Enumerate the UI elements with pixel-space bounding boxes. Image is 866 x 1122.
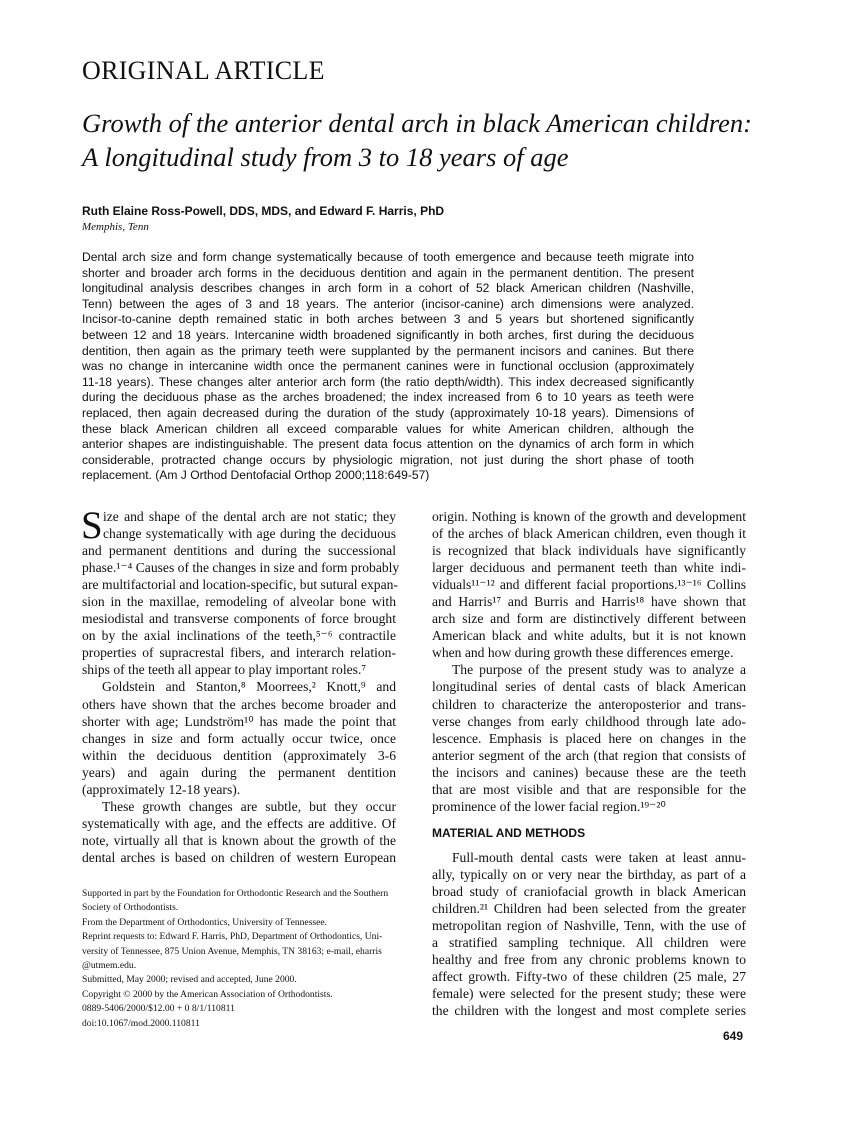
abstract-line: between 12 and 18 years. Intercanine width broadened significantly in both arches, first during the deciduous: [82, 327, 694, 342]
body-line: prominence of the lower facial region.¹⁹⁻²⁰: [432, 798, 666, 814]
body-line: longitudinal series of dental casts of black American: [432, 679, 746, 695]
body-line: lescence. Emphasis is placed here on changes in the: [432, 730, 746, 746]
body-line: is recognized that black individuals have significantly: [432, 543, 746, 559]
body-column-left: [81, 504, 400, 866]
body-line: when and how during growth these differences emerge.: [432, 645, 734, 661]
body-line: metropolitan region of Nashville, Tenn, with the use of: [432, 918, 746, 934]
body-line: children to characterize the anteroposterior and trans-: [432, 696, 746, 712]
body-line: larger deciduous and permanent teeth than white indi-: [432, 560, 746, 576]
abstract-line: Tenn) between the ages of 3 and 18 years. The anterior (incisor-canine) arch dimensions were analyzed.: [82, 296, 694, 311]
footnotes: [82, 887, 400, 1031]
article-title: [82, 106, 752, 174]
body-line: are multifactorial and location-specific, but sutural expan-: [82, 577, 398, 593]
abstract-line: Incisor-to-canine depth remained static in both arches between 3 and 5 years but shortened significantly: [82, 312, 694, 327]
abstract: [82, 250, 694, 484]
footnote-line: Reprint requests to: Edward F. Harris, PhD, Department of Orthodontics, Uni-: [82, 931, 383, 943]
body-line: affect growth. Fifty-two of these children (25 male, 27: [432, 969, 746, 985]
abstract-line: shorter and broader arch forms in the deciduous dentition and again in the permanent dentition. The present: [82, 265, 694, 280]
body-line: Full-mouth dental casts were taken at least annu-: [452, 849, 746, 865]
body-line: on by the axial inclinations of the teeth,⁵⁻⁶ contractile: [82, 628, 396, 644]
body-line: phase.¹⁻⁴ Causes of the changes in size and form probably: [82, 560, 400, 576]
body-line: properties of supracrestal fibers, and interarch relation-: [82, 645, 396, 661]
body-line: change systematically with age during the deciduous: [103, 526, 396, 542]
abstract-line: during the deciduous phase as the arches broadened; the index increased from 6 to 10 years as teeth were: [82, 390, 694, 405]
body-line: that are most visible and that are responsible for the: [432, 781, 746, 797]
abstract-line: replacement. (Am J Orthod Dentofacial Orthop 2000;118:649-57): [82, 468, 430, 483]
abstract-line: anterior shapes are indistinguishable. The present data focus attention on the dynamics of arch form in which: [82, 437, 694, 452]
abstract-line: these black American children all exceed comparable values for white American children, although the: [82, 421, 694, 436]
footnote-line: From the Department of Orthodontics, University of Tennessee.: [82, 916, 328, 928]
section-heading: MATERIAL AND METHODS: [432, 825, 586, 840]
body-line: a stratified sampling technique. All children were: [432, 935, 746, 951]
body-line: The purpose of the present study was to analyze a: [452, 662, 746, 678]
body-line: female) were selected for the present study; these were: [432, 986, 746, 1002]
footnote-line: 0889-5406/2000/$12.00 + 0 8/1/110811: [82, 1003, 235, 1015]
footnote-line: Supported in part by the Foundation for Orthodontic Research and the Southern: [82, 888, 389, 899]
body-line: years) and again during the permanent dentition: [82, 764, 396, 780]
footnote-line: @utmem.edu.: [82, 960, 137, 972]
footnote-line: Society of Orthodontists.: [82, 902, 179, 914]
body-line: within the deciduous dentition (approximately 3-6: [82, 747, 396, 763]
title-line: A longitudinal study from 3 to 18 years of age: [82, 142, 569, 172]
abstract-line: considerable, protracted change occurs by physiologic migration, not just during the short phase of tooth: [82, 452, 694, 467]
body-line: of the arches of black American children, even though it: [432, 526, 746, 542]
title-line: Growth of the anterior dental arch in black American children:: [82, 108, 753, 138]
body-line: origin. Nothing is known of the growth and development: [432, 509, 746, 524]
body-line: shorter with age; Lundström¹⁰ has made the point that: [82, 713, 396, 729]
footnote-line: Copyright © 2000 by the American Association of Orthodontists.: [82, 988, 333, 1000]
body-line: dental arches is based on children of western European: [82, 849, 396, 865]
body-line: the children with the longest and most complete series: [432, 1003, 746, 1019]
abstract-line: Dental arch size and form change systematically because of tooth emergence and because teeth migrate into: [82, 250, 694, 264]
footnote-line: doi:10.1067/mod.2000.110811: [82, 1017, 200, 1029]
body-line: ally, typically on or very near the birthday, as part of a: [432, 866, 746, 882]
body-line: ize and shape of the dental arch are not static; they: [103, 509, 396, 524]
abstract-line: 11-18 years). These changes alter anterior arch form (the ratio depth/width). This index decreased significantly: [82, 374, 694, 389]
body-line: (approximately 12-18 years).: [82, 781, 241, 797]
body-line: anterior segment of the arch (that region that consists of: [432, 747, 746, 763]
body-line: the incisors and canines) because these are the teeth: [432, 764, 746, 780]
body-line: arch size and form are distinctively different between: [432, 611, 746, 627]
body-line: Goldstein and Stanton,⁸ Moorrees,² Knott,⁹ and: [102, 679, 396, 695]
body-line: and Harris¹⁷ and Burris and Harris¹⁸ have shown that: [432, 594, 746, 610]
body-line: changes in size and form actually occur twice, once: [82, 730, 396, 746]
footnote-line: versity of Tennessee, 875 Union Avenue, Memphis, TN 38163; e-mail, eharris: [82, 945, 382, 957]
body-line: sion in the maxillae, remodeling of alveolar bone with: [82, 594, 396, 610]
abstract-line: dentition, then again as the primary teeth were supplanted by the permanent incisors and canines. But there: [82, 343, 694, 358]
body-line: mesiodistal and transverse components of force brought: [82, 611, 396, 627]
drop-cap: S: [81, 504, 103, 547]
body-line: healthy and free from any chronic problems known to: [432, 952, 746, 968]
body-line: children.²¹ Children had been selected from the greater: [432, 900, 746, 916]
body-line: verse changes from early childhood through late ado-: [432, 713, 746, 729]
body-line: These growth changes are subtle, but they occur: [102, 798, 396, 814]
abstract-line: replaced, then again decreased during the duration of the study (approximately 10-18 years). Dimensions of: [82, 405, 694, 420]
body-line: broad study of craniofacial growth in black American: [432, 883, 746, 899]
body-line: others have shown that the arches become broader and: [82, 696, 396, 712]
body-line: American black and white adults, but it is not known: [432, 628, 746, 644]
abstract-line: longitudinal analysis describes changes in arch form in a cohort of 52 black American children (Nashville,: [82, 281, 694, 296]
abstract-line: was no change in intercanine width once the permanent canines were in functional occlusion (approximately: [82, 359, 694, 374]
section-label: ORIGINAL ARTICLE: [82, 56, 325, 85]
body-line: note, virtually all that is known about the growth of the: [82, 832, 396, 848]
page-number: 649: [723, 1029, 744, 1043]
body-column-right: [432, 508, 746, 1019]
affiliation: Memphis, Tenn: [82, 221, 149, 233]
body-line: systematically with age, and the effects are additive. Of: [82, 815, 396, 831]
body-line: and permanent dentitions and during the successional: [82, 543, 396, 559]
body-line: viduals¹¹⁻¹² and different facial proportions.¹³⁻¹⁶ Collins: [432, 577, 746, 593]
authors: Ruth Elaine Ross-Powell, DDS, MDS, and Edward F. Harris, PhD: [82, 204, 445, 218]
footnote-line: Submitted, May 2000; revised and accepted, June 2000.: [82, 974, 297, 986]
body-line: ships of the teeth all appear to play important roles.⁷: [82, 662, 367, 678]
